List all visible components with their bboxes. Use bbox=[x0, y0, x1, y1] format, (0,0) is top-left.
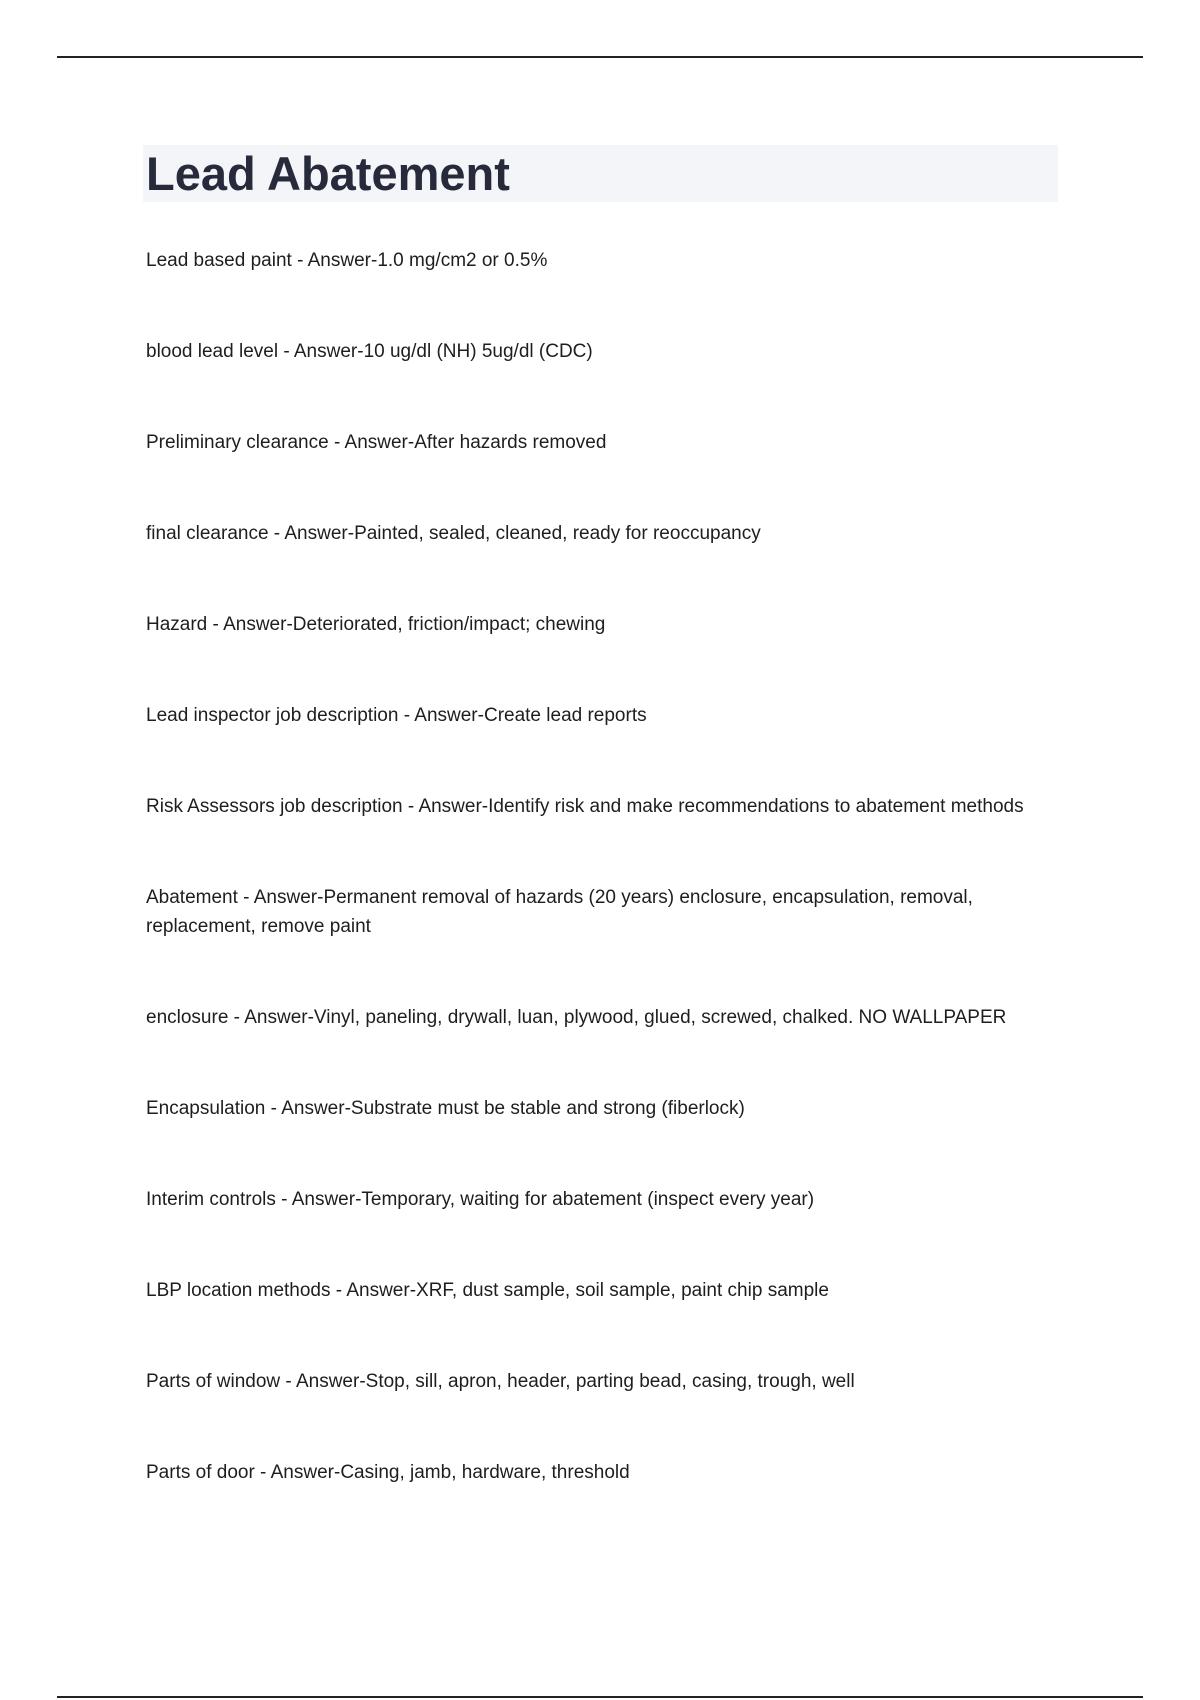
qa-entry bbox=[146, 1458, 1066, 1487]
qa-entry bbox=[146, 1003, 1066, 1032]
entry-answer: Create lead reports bbox=[483, 705, 647, 726]
entry-term: Risk Assessors job description bbox=[146, 796, 403, 817]
entry-term: blood lead level bbox=[146, 341, 279, 362]
entry-answer: Vinyl, paneling, drywall, luan, plywood, glued, screwed, chalked. NO WALLPAPER bbox=[313, 1007, 1007, 1028]
entry-answer: Casing, jamb, hardware, threshold bbox=[340, 1462, 630, 1483]
answer-prefix: - Answer- bbox=[278, 341, 364, 362]
answer-prefix: - Answer- bbox=[254, 1462, 341, 1483]
entry-answer: Deteriorated, friction/impact; chewing bbox=[292, 614, 606, 635]
answer-prefix: - Answer- bbox=[328, 432, 415, 453]
entry-term: LBP location methods bbox=[146, 1280, 331, 1301]
top-rule bbox=[57, 56, 1143, 58]
entry-term: Lead inspector job description bbox=[146, 705, 399, 726]
entry-term: Preliminary clearance bbox=[146, 432, 329, 453]
qa-entry bbox=[146, 337, 1066, 366]
answer-prefix: - Answer- bbox=[268, 523, 355, 544]
entry-term: enclosure bbox=[146, 1007, 229, 1028]
answer-prefix: - Answer- bbox=[237, 887, 324, 908]
bottom-rule bbox=[57, 1696, 1143, 1698]
qa-entry bbox=[146, 1276, 1066, 1305]
entry-answer: 10 ug/dl (NH) 5ug/dl (CDC) bbox=[363, 341, 593, 362]
qa-entry bbox=[146, 428, 1066, 457]
answer-prefix: - Answer- bbox=[291, 250, 378, 271]
entry-answer: XRF, dust sample, soil sample, paint chip sample bbox=[416, 1280, 829, 1301]
qa-entry bbox=[146, 792, 1066, 821]
answer-prefix: - Answer- bbox=[275, 1189, 362, 1210]
qa-entry bbox=[146, 519, 1066, 548]
qa-entry bbox=[146, 701, 1066, 730]
entry-term: Lead based paint bbox=[146, 250, 292, 271]
entry-term: Encapsulation bbox=[146, 1098, 266, 1119]
qa-entry bbox=[146, 610, 1066, 639]
entry-answer: Permanent removal of hazards (20 years) enclosure, encapsulation, removal, replacement, remove paint bbox=[146, 887, 973, 937]
answer-prefix: - Answer- bbox=[280, 1371, 366, 1392]
page-title: Lead Abatement bbox=[146, 147, 510, 200]
answer-prefix: - Answer- bbox=[228, 1007, 314, 1028]
entry-answer: Stop, sill, apron, header, parting bead, casing, trough, well bbox=[365, 1371, 855, 1392]
entry-term: Interim controls bbox=[146, 1189, 276, 1210]
answer-prefix: - Answer- bbox=[265, 1098, 351, 1119]
qa-list bbox=[146, 246, 1066, 1549]
answer-prefix: - Answer- bbox=[207, 614, 293, 635]
entry-term: Parts of window bbox=[146, 1371, 281, 1392]
qa-entry bbox=[146, 883, 1066, 941]
answer-prefix: - Answer- bbox=[330, 1280, 417, 1301]
entry-answer: 1.0 mg/cm2 or 0.5% bbox=[377, 250, 548, 271]
entry-term: final clearance bbox=[146, 523, 269, 544]
entry-answer: Temporary, waiting for abatement (inspect every year) bbox=[361, 1189, 815, 1210]
answer-prefix: - Answer- bbox=[402, 796, 489, 817]
entry-term: Abatement bbox=[146, 887, 238, 908]
entry-answer: Identify risk and make recommendations to abatement methods bbox=[488, 796, 1024, 817]
entry-answer: Substrate must be stable and strong (fiberlock) bbox=[350, 1098, 745, 1119]
qa-entry bbox=[146, 1185, 1066, 1214]
entry-term: Parts of door bbox=[146, 1462, 255, 1483]
entry-answer: After hazards removed bbox=[414, 432, 607, 453]
qa-entry bbox=[146, 246, 1066, 275]
qa-entry bbox=[146, 1367, 1066, 1396]
entry-term: Hazard bbox=[146, 614, 208, 635]
qa-entry bbox=[146, 1094, 1066, 1123]
answer-prefix: - Answer- bbox=[398, 705, 484, 726]
entry-answer: Painted, sealed, cleaned, ready for reoccupancy bbox=[354, 523, 761, 544]
